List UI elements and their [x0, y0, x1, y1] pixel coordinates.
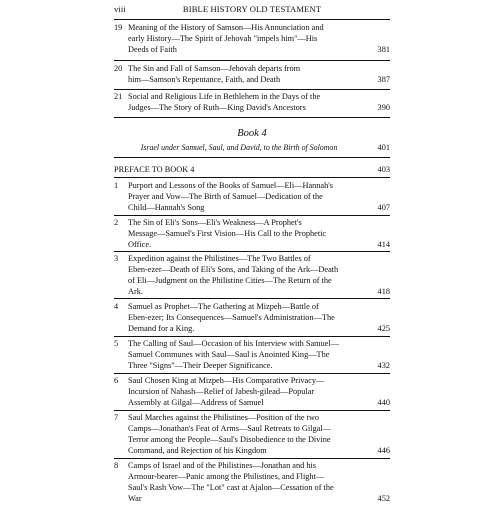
entry-line: Camps—Jonathan's Feat of Arms—Saul Retreats to Gilgal— — [128, 424, 331, 433]
entry-line: Office. — [128, 240, 152, 249]
entry-rule — [114, 251, 390, 252]
entry-number: 19 — [114, 23, 123, 32]
entry-page: 446 — [377, 446, 390, 455]
entry-line: Purport and Lessons of the Books of Samuel—Eli—Hannah's — [128, 181, 333, 190]
entry-page: 452 — [377, 494, 390, 503]
entry-rule — [114, 336, 390, 337]
entry-line: Samuel Communes with Saul—Saul is Anointed King—The — [128, 350, 330, 359]
entry-line: Three "Signs"—Their Deeper Significance. — [128, 361, 273, 370]
entry-number: 8 — [114, 461, 119, 470]
entry-line: Demand for a King. — [128, 324, 195, 333]
header-rule — [114, 19, 390, 20]
entry-line: Social and Religious Life in Bethlehem in the Days of the — [128, 92, 321, 101]
entry-rule — [114, 215, 390, 216]
entry-page: 432 — [377, 361, 390, 370]
entry-rule — [114, 410, 390, 411]
entry-number: 5 — [114, 339, 119, 348]
entry-line: Command, and Rejection of his Kingdom — [128, 446, 267, 455]
book-rule — [114, 157, 390, 158]
entry-line: The Sin and Fall of Samson—Jehovah departs from — [128, 64, 301, 73]
entry-line: Saul Chosen King at Mizpeh—His Comparative Privacy— — [128, 376, 325, 385]
entry-number: 6 — [114, 376, 119, 385]
page-number: viii — [114, 4, 126, 14]
entry-rule — [114, 177, 390, 178]
book-subtitle: Israel under Samuel, Saul, and David, to the Birth of Solomon — [140, 143, 338, 152]
entry-rule — [114, 117, 390, 118]
entry-rule — [114, 298, 390, 299]
book-page: 401 — [377, 143, 390, 152]
entry-page: 440 — [377, 398, 390, 407]
entry-page: 390 — [377, 103, 390, 112]
entry-page: 407 — [377, 203, 390, 212]
entry-line: Deeds of Faith — [128, 45, 177, 54]
entry-number: 7 — [114, 413, 119, 422]
entry-line: Samuel as Prophet—The Gathering at Mizpeh—Battle of — [128, 302, 319, 311]
entry-line: Terror among the People—Saul's Disobedience to the Divine — [128, 435, 331, 444]
entry-line: of Eli—Judgment on the Philistine Cities—The Return of the — [128, 276, 332, 285]
entry-line: Meaning of the History of Samson—His Annunciation and — [128, 23, 324, 32]
entry-page: 381 — [377, 45, 390, 54]
entry-line: Eben-ezer; Its Consequences—Samuel's Administration—The — [128, 313, 335, 322]
entry-number: 4 — [114, 302, 119, 311]
entry-line: Armour-bearer—Panic among the Philistines, and Flight— — [128, 472, 325, 481]
entry-line: Saul Marches against the Philistines—Position of the two — [128, 413, 320, 422]
entry-page: 425 — [377, 324, 390, 333]
entry-line: Assembly at Gilgal—Address of Samuel — [128, 398, 264, 407]
entry-line: The Calling of Saul—Occasion of his Interview with Samuel— — [128, 339, 340, 348]
book-title: Book 4 — [237, 128, 267, 139]
entry-line: Eben-ezer—Death of Eli's Sons, and Taking of the Ark—Death — [128, 265, 339, 274]
entry-page: 418 — [377, 287, 390, 296]
entry-line: Message—Samuel's First Vision—His Call to the Prophetic — [128, 229, 327, 238]
entry-page: 414 — [377, 240, 390, 249]
entry-page: 387 — [377, 75, 390, 84]
entry-line: War — [128, 494, 142, 503]
entry-rule — [114, 89, 390, 90]
entry-number: 3 — [114, 254, 119, 263]
entry-line: Judges—The Story of Ruth—King David's Ancestors — [128, 103, 306, 112]
entry-number: 21 — [114, 92, 123, 101]
entry-number: 2 — [114, 218, 119, 227]
entry-line: Camps of Israel and of the Philistines—Jonathan and his — [128, 461, 317, 470]
entry-line: Prayer and Vow—The Birth of Samuel—Dedication of the — [128, 192, 323, 201]
entry-rule — [114, 373, 390, 374]
preface-page: 403 — [377, 165, 390, 174]
entry-number: 1 — [114, 181, 119, 190]
entry-line: Saul's Rash Vow—The "Lot" cast at Ajalon—Cessation of the — [128, 483, 334, 492]
preface-label: PREFACE TO BOOK 4 — [114, 165, 195, 174]
entry-line: early History—The Spirit of Jehovah "impels him"—His — [128, 34, 318, 43]
entry-line: The Sin of Eli's Sons—Eli's Weakness—A Prophet's — [128, 218, 302, 227]
entry-line: Expedition against the Philistines—The Two Battles of — [128, 254, 311, 263]
entry-line: Incursion of Nahash—Relief of Jabesh-gilead—Popular — [128, 387, 315, 396]
page-header — [114, 4, 390, 18]
entry-line: Ark. — [128, 287, 143, 296]
toc-page — [114, 0, 390, 503]
entry-number: 20 — [114, 64, 123, 73]
running-title: BIBLE HISTORY OLD TESTAMENT — [182, 4, 322, 14]
entry-line: him—Samson's Repentance, Faith, and Death — [128, 75, 281, 84]
entry-rule — [114, 458, 390, 459]
entry-line: Child—Hannah's Song — [128, 203, 205, 212]
entry-rule — [114, 60, 390, 61]
